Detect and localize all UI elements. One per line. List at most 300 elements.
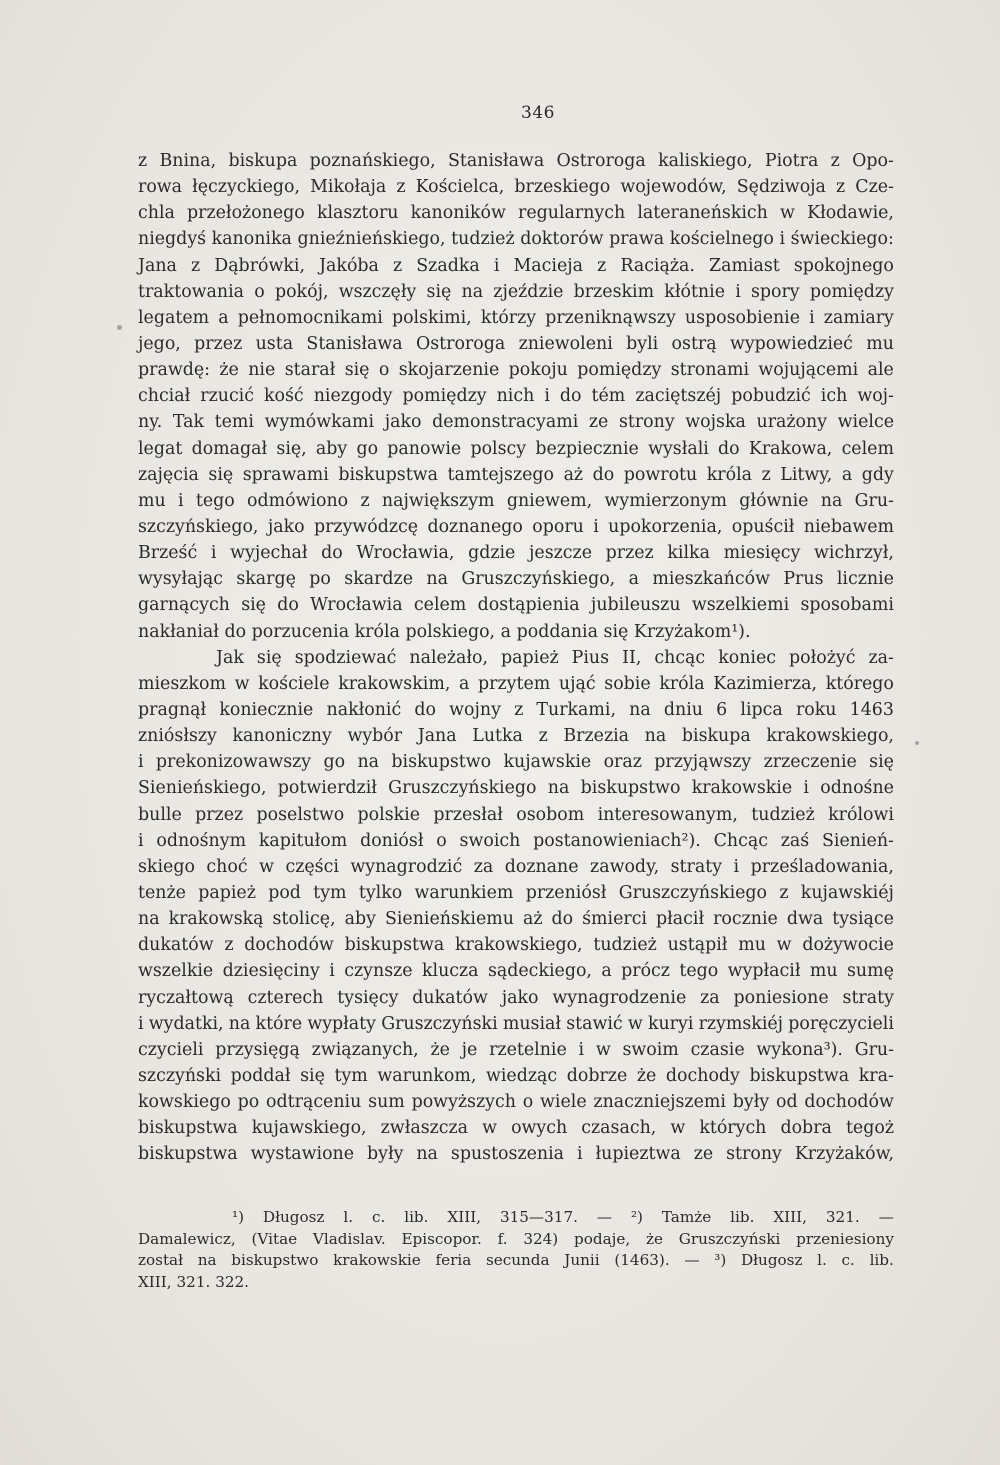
word: ze	[588, 412, 609, 433]
word: nich	[496, 386, 535, 407]
word: i	[210, 543, 217, 564]
word: wojewodów,	[620, 177, 727, 198]
word: pragnął	[138, 699, 207, 720]
word: straty	[842, 987, 894, 1008]
word: z	[360, 490, 370, 511]
word: niegdyś	[138, 229, 207, 250]
word: Jana	[138, 255, 177, 276]
word: związanych,	[311, 1039, 419, 1060]
word: zrzeczenie	[763, 752, 857, 773]
text-line	[138, 514, 894, 540]
word: dukatów	[138, 935, 214, 956]
text-line	[138, 331, 894, 357]
word: i	[177, 490, 184, 511]
text-line	[138, 697, 894, 723]
word: z	[514, 699, 524, 720]
word: ale	[867, 360, 894, 381]
word: bulle	[138, 804, 182, 825]
word: czynsze	[344, 961, 413, 982]
word: Gru-	[854, 490, 894, 511]
word: XIII,	[138, 1272, 172, 1291]
word: przeniósł	[525, 882, 607, 903]
word: że	[430, 1039, 450, 1060]
word: skargę	[236, 569, 296, 590]
word: były	[732, 1092, 770, 1113]
word: do	[551, 909, 574, 930]
word: wynagrodzenie	[552, 987, 687, 1008]
word: Szadka	[416, 255, 480, 276]
word: Tamże	[661, 1208, 712, 1226]
word: wichrzył,	[814, 543, 894, 564]
word: łęczyckiego,	[192, 177, 301, 198]
word: Krzyżaków,	[794, 1144, 894, 1165]
word: —	[878, 1208, 894, 1226]
word: z	[138, 151, 148, 171]
word: XIII,	[447, 1208, 482, 1226]
word: lateraneńskich	[637, 203, 768, 224]
word: się	[344, 360, 370, 381]
word: Bnina,	[159, 151, 217, 171]
word: Sienieńskiemu	[384, 909, 514, 930]
word: po	[309, 569, 331, 590]
word: osobom	[516, 804, 585, 825]
word: Krakowa,	[748, 438, 833, 459]
word: (Vitae	[251, 1229, 298, 1248]
word: ³)	[714, 1251, 727, 1269]
word: z	[836, 177, 846, 198]
word: na	[138, 909, 160, 930]
word: biskupstwa	[749, 1065, 850, 1086]
word: a	[218, 307, 229, 328]
word: warunkiem	[414, 882, 514, 903]
word: zamiary	[823, 307, 894, 328]
word: kościelnego	[669, 229, 774, 250]
word: jako	[501, 987, 539, 1008]
word: z	[597, 255, 607, 276]
word: kuryi	[647, 1013, 694, 1034]
word: chciał	[138, 386, 191, 407]
word: legatem	[138, 307, 210, 328]
word: dochodów	[804, 1092, 894, 1113]
word: usposobienie	[684, 307, 801, 328]
word: potwierdził	[277, 778, 377, 799]
word: wypłaty	[307, 1013, 376, 1034]
word: poznańskiego,	[309, 151, 436, 171]
word: w	[670, 1118, 686, 1139]
word: w	[259, 856, 274, 877]
word: Gruszczyńskiego	[618, 882, 768, 903]
word: Cze-	[855, 177, 894, 198]
word: części	[285, 856, 339, 877]
word: został	[138, 1251, 184, 1269]
word: go	[323, 752, 346, 773]
word: mu	[809, 961, 838, 982]
word: z	[538, 726, 548, 747]
word: świeckiego:	[790, 229, 894, 250]
word: oraz	[603, 752, 642, 773]
word: dobrze	[566, 1065, 628, 1086]
word: kłótnie	[664, 281, 725, 302]
word: tenże	[138, 882, 186, 903]
word: gdzie	[468, 543, 516, 564]
word: za-	[868, 647, 894, 668]
word: Mikołaja	[310, 177, 387, 198]
word: do	[277, 595, 299, 616]
word: tego	[195, 490, 235, 511]
word: Jakóba	[319, 255, 379, 276]
word: traktowania	[138, 281, 245, 302]
word: po	[237, 1092, 260, 1113]
word: je	[461, 1039, 478, 1060]
word: temi	[214, 412, 254, 433]
word: strony	[726, 1144, 782, 1165]
word: 6	[716, 699, 728, 720]
word: biskupstwa	[138, 1118, 238, 1139]
word: gniewem,	[506, 490, 593, 511]
text-line	[138, 279, 894, 305]
word: stronami	[670, 360, 750, 381]
word: krakowskiego,	[766, 726, 894, 747]
word: celem	[841, 438, 894, 459]
word: na	[461, 281, 484, 302]
text-line	[138, 174, 894, 200]
word: l.	[343, 1208, 354, 1226]
word: tym	[313, 882, 347, 903]
word: na	[228, 1013, 251, 1034]
word: i	[577, 1144, 583, 1165]
word: roku	[795, 699, 837, 720]
word: wszelkie	[138, 961, 214, 982]
word: przywódzcę	[313, 516, 419, 537]
word: krakowskiego,	[455, 935, 583, 956]
word: przesłał	[433, 804, 503, 825]
word: mieszkom	[138, 673, 226, 694]
word: gnieźnieńskiego,	[297, 229, 446, 250]
word: przez	[194, 333, 243, 354]
word: lib.	[869, 1251, 894, 1269]
word: podaje,	[574, 1229, 631, 1248]
footnote-line	[138, 1250, 894, 1272]
word: kościele	[258, 673, 330, 694]
word: skojarzenie	[398, 360, 500, 381]
word: zaciętszéj	[635, 386, 722, 407]
word: zajęcia	[138, 464, 199, 485]
text-line	[138, 802, 894, 828]
word: pomiędzy	[402, 386, 487, 407]
word: i	[329, 961, 335, 982]
word: pełnomocnikami	[237, 307, 383, 328]
word: biskupstwo	[391, 752, 492, 773]
word: Brześć	[138, 543, 198, 564]
word: i	[544, 386, 550, 407]
word: tém	[591, 386, 626, 407]
word: dziesięciny	[222, 961, 320, 982]
word: starał	[284, 360, 336, 381]
word: dożywocie	[802, 935, 894, 956]
text-line	[138, 723, 894, 749]
word: które	[255, 1013, 303, 1034]
word: sumę	[846, 961, 894, 982]
word: na	[416, 1144, 438, 1165]
word: Gruszczyński	[381, 1013, 498, 1034]
text-line	[138, 671, 894, 697]
word: i	[809, 307, 815, 328]
word: klucza	[421, 961, 479, 982]
word: o	[378, 360, 390, 381]
word: prawa	[609, 229, 665, 250]
word: z	[396, 177, 406, 198]
word: wiedząc	[485, 1065, 558, 1086]
word: 321.	[825, 1208, 860, 1226]
word: czasie	[690, 1039, 745, 1060]
word: przysięgą	[215, 1039, 300, 1060]
word: tudzież	[451, 229, 515, 250]
word: —	[596, 1208, 613, 1226]
word: skiego	[138, 856, 195, 877]
word: Tak	[172, 412, 205, 433]
word: XIII,	[773, 1208, 807, 1226]
word: interesowanym,	[597, 804, 738, 825]
word: ²)	[630, 1208, 643, 1226]
word: prekonizowawszy	[155, 752, 312, 773]
word: owych	[511, 1118, 568, 1139]
word: ostrą	[671, 333, 717, 354]
word: Krzyżakom¹).	[633, 621, 751, 642]
word: na	[644, 726, 667, 747]
word: zaś	[780, 830, 810, 851]
text-line	[138, 200, 894, 226]
word: odnośne	[820, 778, 894, 799]
word: o	[522, 1092, 534, 1113]
word: bezpiecznie	[535, 438, 639, 459]
word: Ostroroga	[556, 151, 646, 171]
text-line	[138, 383, 894, 409]
word: stawić	[566, 1013, 623, 1034]
word: koniecznie	[219, 699, 314, 720]
word: się	[256, 647, 282, 668]
word: swoich	[459, 830, 521, 851]
word: przeniesiony	[796, 1229, 894, 1248]
word: łupieztwa	[595, 1144, 681, 1165]
word: jako	[384, 412, 422, 433]
word: tudzież	[593, 935, 657, 956]
word: czasach,	[581, 1118, 657, 1139]
footnote-line	[138, 1207, 894, 1229]
word: spory	[750, 281, 800, 302]
word: sposobami	[800, 595, 894, 616]
word: prawdę:	[138, 360, 210, 381]
word: tegoż	[845, 1118, 894, 1139]
word: biskupstwo	[231, 1251, 319, 1269]
word: wysłali	[648, 438, 709, 459]
word: i	[733, 856, 740, 877]
text-line	[138, 1063, 894, 1089]
word: polskiego,	[405, 621, 496, 642]
word: aby	[344, 909, 376, 930]
word: zniósłszy	[138, 726, 217, 747]
word: dukatów	[412, 987, 488, 1008]
word: Zamiast	[709, 255, 780, 276]
word: że	[219, 360, 239, 381]
footnotes	[138, 1207, 894, 1293]
text-line	[138, 958, 894, 984]
word: zawody,	[590, 856, 660, 877]
word: polscy	[470, 438, 527, 459]
word: z	[191, 255, 201, 276]
word: przełożonego	[187, 203, 305, 224]
word: demonstracyami	[432, 412, 579, 433]
word: mieszkańców	[652, 569, 770, 590]
word: II,	[622, 647, 642, 668]
word: wybór	[347, 726, 403, 747]
word: z	[393, 255, 403, 276]
word: mu	[738, 935, 766, 956]
word: strony	[618, 412, 675, 433]
word: się,	[276, 438, 307, 459]
word: ich	[820, 386, 848, 407]
word: Raciąża.	[620, 255, 695, 276]
word: należało,	[409, 647, 488, 668]
word: poniesione	[733, 987, 829, 1008]
word: zwłaszcza	[380, 1118, 469, 1139]
word: z	[761, 464, 771, 485]
word: Opo-	[852, 151, 894, 171]
word: polskie	[357, 804, 421, 825]
word: a	[601, 961, 612, 982]
word: kapitułom	[258, 830, 348, 851]
word: krakowskie	[691, 778, 793, 799]
word: króla	[354, 621, 400, 642]
word: klasztoru	[316, 203, 399, 224]
word: do	[559, 386, 582, 407]
word: którego	[825, 673, 894, 694]
word: skardze	[344, 569, 414, 590]
word: dwa	[786, 909, 824, 930]
word: odtrąceniu	[266, 1092, 362, 1113]
word: kujawskiego,	[251, 1118, 367, 1139]
word: a	[841, 464, 853, 485]
text-line	[138, 985, 894, 1011]
word: f.	[497, 1229, 508, 1248]
word: i	[138, 1013, 144, 1034]
word: powrotu	[623, 464, 698, 485]
word: i	[803, 778, 809, 799]
word: na	[357, 752, 380, 773]
word: króla	[659, 673, 705, 694]
text-line	[138, 619, 894, 645]
word: do	[592, 464, 615, 485]
word: Wrocławia,	[356, 543, 455, 564]
word: biskupstwa	[344, 935, 445, 956]
word: nie	[248, 360, 276, 381]
word: do	[414, 699, 436, 720]
word: Stanisława	[306, 333, 403, 354]
word: Litwy,	[780, 464, 833, 485]
text-line	[138, 462, 894, 488]
word: powyższych	[411, 1092, 516, 1113]
word: dochody	[665, 1065, 740, 1086]
word: kanonika	[211, 229, 292, 250]
word: że	[645, 1229, 663, 1248]
word: spustoszenia	[450, 1144, 565, 1165]
word: kra-	[858, 1065, 894, 1086]
word: przez	[195, 804, 244, 825]
word: kanoniczny	[232, 726, 332, 747]
word: sądeckiego,	[487, 961, 592, 982]
word: przeniknąwszy	[545, 307, 676, 328]
text-line	[138, 854, 894, 880]
ink-speck	[117, 325, 122, 330]
word: licznie	[836, 569, 894, 590]
word: upokorzenia,	[608, 516, 723, 537]
word: porzucenia	[251, 621, 350, 642]
word: pobudzić	[731, 386, 811, 407]
word: straty	[670, 856, 723, 877]
word: pokój,	[274, 281, 329, 302]
word: tym	[334, 1065, 368, 1086]
word: dniu	[663, 699, 704, 720]
word: za	[473, 856, 494, 877]
word: z	[224, 935, 234, 956]
word: Wrocławia	[310, 595, 403, 616]
word: krakowską	[168, 909, 264, 930]
word: o	[254, 281, 265, 302]
word: wystawione	[250, 1144, 355, 1165]
word: niebawem	[803, 516, 894, 537]
word: Sienieńskiego,	[138, 778, 267, 799]
word: doniósł	[360, 830, 424, 851]
word: przytem	[478, 673, 551, 694]
word: Episcopor.	[401, 1229, 482, 1248]
text-line	[138, 357, 894, 383]
word: ¹)	[232, 1208, 245, 1226]
word: Sienień-	[822, 830, 894, 851]
word: panowie	[387, 438, 462, 459]
word: Vladislav.	[312, 1229, 386, 1248]
word: biskupstwa	[338, 464, 438, 485]
word: Długosz	[262, 1208, 325, 1226]
word: kilka	[667, 543, 710, 564]
word: Chcąc	[713, 830, 768, 851]
word: a	[500, 621, 512, 642]
word: wiele	[540, 1092, 587, 1113]
word: woj-	[857, 386, 894, 407]
word: kość	[264, 386, 304, 407]
word: 322.	[215, 1272, 250, 1291]
word: poddania	[516, 621, 598, 642]
word: rowa	[138, 177, 183, 198]
word: spokojnego	[793, 255, 894, 276]
word: do	[321, 543, 343, 564]
word: nakłaniał	[138, 621, 219, 642]
word: szczyński	[138, 1065, 222, 1086]
word: i	[138, 752, 144, 773]
word: (1463).	[614, 1251, 670, 1269]
text-line	[138, 880, 894, 906]
word: w	[776, 935, 792, 956]
word: wynagrodzić	[350, 856, 463, 877]
word: sum	[368, 1092, 405, 1113]
word: wymierzonym	[604, 490, 728, 511]
word: mu	[138, 490, 166, 511]
word: spodziewać	[294, 647, 397, 668]
word: na	[629, 699, 651, 720]
text-line	[138, 1141, 894, 1167]
word: ryczałtową	[138, 987, 234, 1008]
word: do	[718, 438, 740, 459]
main-text	[138, 148, 894, 1167]
word: Pius	[571, 647, 610, 668]
